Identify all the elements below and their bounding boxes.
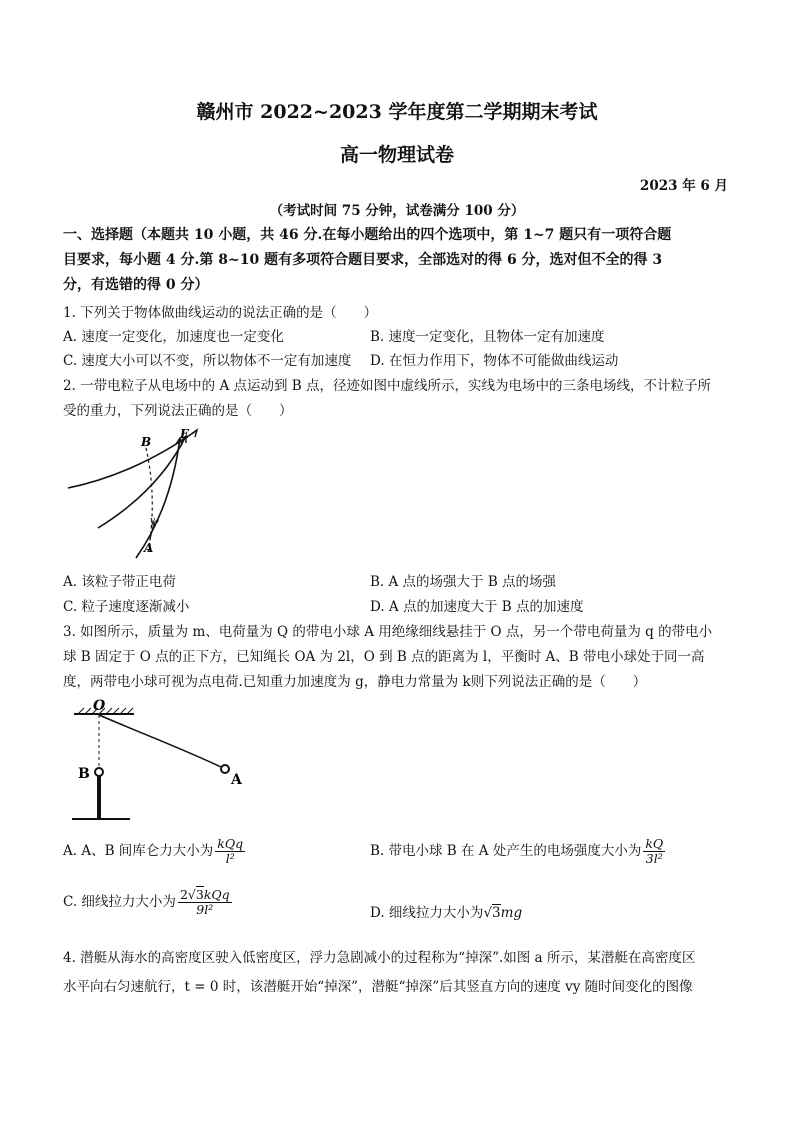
q3-pendulum-figure xyxy=(68,696,258,826)
q3-stem-line1: 3. 如图所示，质量为 m、电荷量为 Q 的带电小球 A 用绝缘细线悬挂于 O 点，另一个带电荷量为 q 的带电小 xyxy=(63,624,713,640)
q3-option-b-text: B. 带电小球 B 在 A 处产生的电场强度大小为 xyxy=(370,843,642,859)
q3-option-d-text: D. 细线拉力大小为 xyxy=(370,905,484,921)
q3-stem-line2: 球 B 固定于 O 点的正下方，已知绳长 OA 为 2l，O 到 B 点的距离为 l，平衡时 A、B 带电小球处于同一高 xyxy=(63,649,705,665)
q3-option-c-vars: kQq xyxy=(203,887,230,902)
exam-info: （考试时间 75 分钟，试卷满分 100 分） xyxy=(269,203,525,219)
q4-line1: 4. 潜艇从海水的高密度区驶入低密度区，浮力急剧减小的过程称为“掉深”.如图 a 所示，某潜艇在高密度区 xyxy=(63,950,696,966)
q2-option-c: C. 粒子速度逐渐减小 xyxy=(63,599,190,615)
q1-option-b: B. 速度一定变化，且物体一定有加速度 xyxy=(370,329,605,345)
section1-line3: 分，有选错的得 0 分） xyxy=(63,277,209,293)
q3-option-b-numerator: kQ xyxy=(645,836,664,851)
q2-option-b: B. A 点的场强大于 B 点的场强 xyxy=(370,574,557,590)
q3-option-b-fraction xyxy=(643,837,665,866)
q3-option-a-numerator: kQq xyxy=(217,836,244,851)
q3-option-c-text: C. 细线拉力大小为 xyxy=(63,894,176,910)
q2-option-a: A. 该粒子带正电荷 xyxy=(63,574,176,590)
q1-option-d: D. 在恒力作用下，物体不可能做曲线运动 xyxy=(370,353,619,369)
q3-option-d-root: 3 xyxy=(492,905,501,921)
q2-option-d: D. A 点的加速度大于 B 点的加速度 xyxy=(370,599,584,615)
q3-option-a-denominator: l² xyxy=(225,851,235,866)
q3-option-a-text: A. A、B 间库仑力大小为 xyxy=(63,843,214,859)
exam-date: 2023 年 6 月 xyxy=(639,178,728,194)
q3-option-d-vars: mg xyxy=(500,905,523,921)
q2-stem-line1: 2. 一带电粒子从电场中的 A 点运动到 B 点，径迹如图中虚线所示，实线为电场中的三条电场线，不计粒子所 xyxy=(63,378,712,394)
q2-label-a: A xyxy=(144,541,154,555)
q1-stem: 1. 下列关于物体做曲线运动的说法正确的是（ ） xyxy=(63,305,378,321)
q3-label-o: O xyxy=(93,698,106,714)
q2-label-b: B xyxy=(141,435,152,449)
q3-option-b xyxy=(370,837,665,866)
q3-option-a xyxy=(63,837,245,866)
exam-title: 赣州市 2022~2023 学年度第二学期期末考试 xyxy=(196,101,598,123)
q1-option-c: C. 速度大小可以不变，所以物体不一定有加速度 xyxy=(63,353,352,369)
q3-option-d: D. 细线拉力大小为√3mg xyxy=(370,905,523,921)
q3-option-c-numerator: 2√3kQq xyxy=(179,887,230,902)
q2-field-figure xyxy=(62,424,212,564)
q2-label-v0: v₀ xyxy=(150,516,159,526)
exam-subtitle: 高一物理试卷 xyxy=(339,144,454,166)
q3-option-b-denominator: 3l² xyxy=(645,851,663,866)
q3-label-b: B xyxy=(78,766,90,782)
q3-option-c-fraction xyxy=(178,888,232,917)
q2-stem-line2: 受的重力，下列说法正确的是（ ） xyxy=(63,403,293,419)
section1-line1: 一、选择题（本题共 10 小题，共 46 分.在每小题给出的四个选项中，第 1~7 题只有一项符合题 xyxy=(63,227,672,243)
q3-option-a-fraction xyxy=(215,837,245,866)
q4-line2: 水平向右匀速航行，t = 0 时，该潜艇开始“掉深”，潜艇“掉深”后其竖直方向的速度 vy 随时间变化的图像 xyxy=(63,979,693,995)
q3-option-c xyxy=(63,888,232,917)
q3-option-c-coef: 2 xyxy=(179,887,188,902)
q3-option-c-root: 3 xyxy=(195,887,204,902)
q3-stem-line3: 度，两带电小球可视为点电荷.已知重力加速度为 g，静电力常量为 k则下列说法正确的是（ ） xyxy=(63,674,647,690)
section1-line2: 目要求，每小题 4 分.第 8~10 题有多项符合题目要求，全部选对的得 6 分，选对但不全的得 3 xyxy=(63,252,663,268)
q1-option-a: A. 速度一定变化，加速度也一定变化 xyxy=(63,329,284,345)
q3-label-a: A xyxy=(231,772,242,788)
q3-option-c-denominator: 9l² xyxy=(196,902,214,917)
q2-label-e: E xyxy=(180,427,190,441)
